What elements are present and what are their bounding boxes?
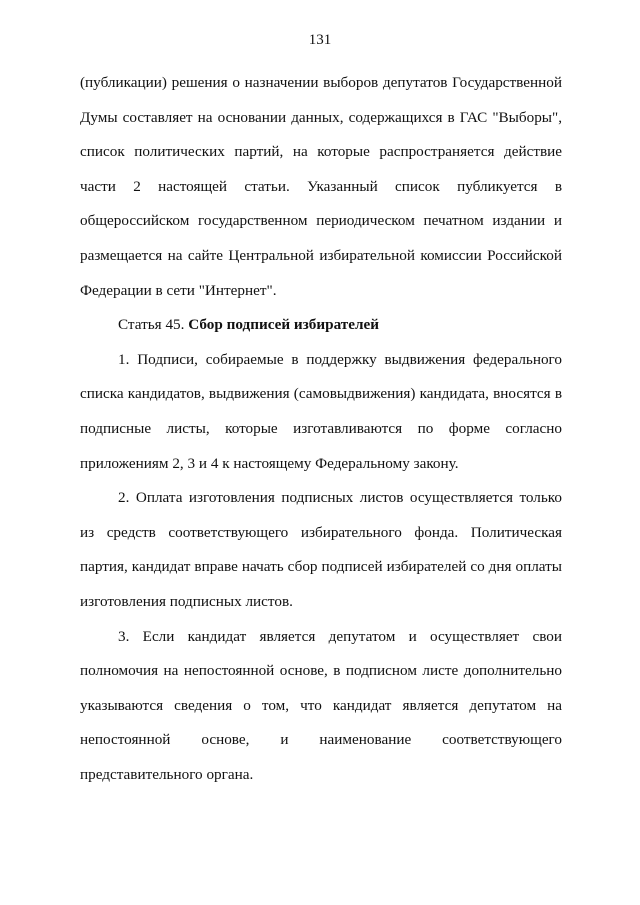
document-body <box>80 66 562 792</box>
article-item-1: 1. Подписи, собираемые в поддержку выдвижения федерального списка кандидатов, выдвижения (самовыдвижения) кандидата, вносятся в подписные листы, которые изготавливаются по форме согласно приложениям 2, 3 и 4 к настоящему Федеральному закону. <box>80 350 562 472</box>
article-item-3: 3. Если кандидат является депутатом и осуществляет свои полномочия на непостоянной основе, в подписном листе дополнительно указываются сведения о том, что кандидат является депутатом на непостоянной основе, и наименование соответствующего представительного органа. <box>80 627 562 783</box>
article-title: Сбор подписей избирателей <box>188 316 379 334</box>
article-item-2: 2. Оплата изготовления подписных листов осуществляется только из средств соответствующего избирательного фонда. Политическая партия, кандидат вправе начать сбор подписей избирателей со дня оплаты изготовления подписных листов. <box>80 489 562 610</box>
article-number: Статья 45. <box>118 316 189 334</box>
paragraph-continuation: (публикации) решения о назначении выборов депутатов Государственной Думы составляет на основании данных, содержащихся в ГАС "Выборы", список политических партий, на которые распространяется действие части 2 настоящей статьи. Указанный список публикуется в общероссийском государственном периодическом печатном издании и размещается на сайте Центральной избирательной комиссии Российской Федерации в сети "Интернет". <box>80 74 562 299</box>
article-heading <box>80 308 562 343</box>
page-number: 131 <box>308 32 332 48</box>
